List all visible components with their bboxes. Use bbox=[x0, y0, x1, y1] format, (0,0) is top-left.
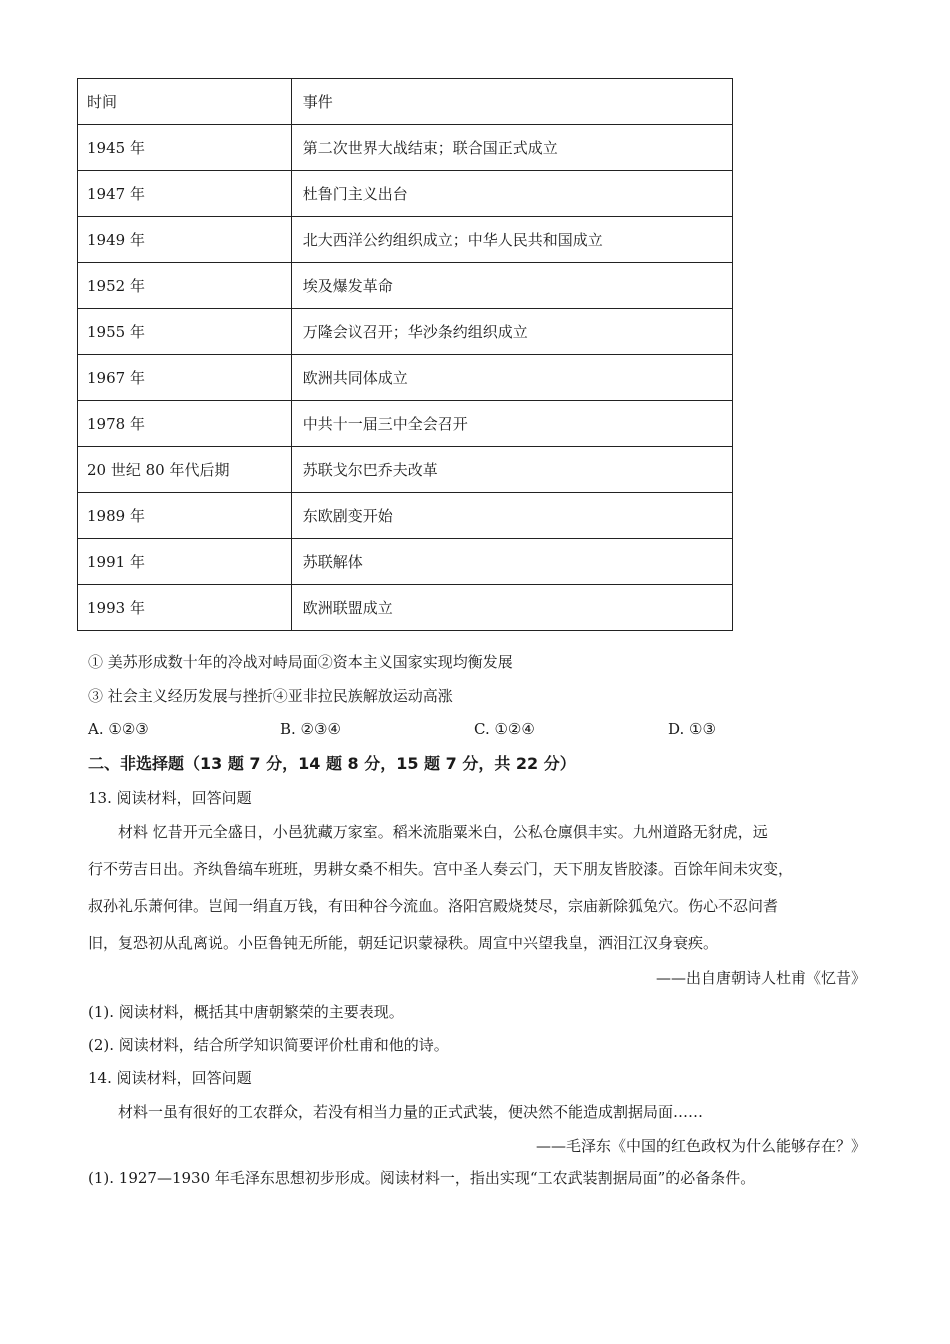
row-time: 1993 年 bbox=[78, 585, 292, 631]
row-event: 杜鲁门主义出台 bbox=[291, 171, 732, 217]
option-c[interactable]: C. ①②④ bbox=[474, 720, 535, 738]
table-row bbox=[78, 401, 733, 447]
row-event: 万隆会议召开；华沙条约组织成立 bbox=[291, 309, 732, 355]
q13-material-line: 行不劳吉日出。齐纨鲁缟车班班，男耕女桑不相失。宫中圣人奏云门，天下朋友皆胶漆。百馀年间未灾变， bbox=[88, 860, 794, 878]
table-row bbox=[78, 217, 733, 263]
row-time: 1955 年 bbox=[78, 309, 292, 355]
option-b[interactable]: B. ②③④ bbox=[280, 720, 341, 738]
row-event: 欧洲联盟成立 bbox=[291, 585, 732, 631]
q13-title: 13. 阅读材料，回答问题 bbox=[88, 789, 252, 807]
row-event: 第二次世界大战结束；联合国正式成立 bbox=[291, 125, 732, 171]
row-event: 苏联解体 bbox=[291, 539, 732, 585]
row-event: 北大西洋公约组织成立；中华人民共和国成立 bbox=[291, 217, 732, 263]
q13-material-line: 叔孙礼乐萧何律。岂闻一绢直万钱，有田种谷今流血。洛阳宫殿烧焚尽，宗庙新除狐兔穴。伤心不忍问耆 bbox=[88, 897, 779, 915]
row-time: 1967 年 bbox=[78, 355, 292, 401]
row-event: 埃及爆发革命 bbox=[291, 263, 732, 309]
row-event: 苏联戈尔巴乔夫改革 bbox=[291, 447, 732, 493]
table-row bbox=[78, 263, 733, 309]
row-time: 20 世纪 80 年代后期 bbox=[78, 447, 292, 493]
q14-source: ——毛泽东《中国的红色政权为什么能够存在？》 bbox=[535, 1137, 866, 1155]
table-row bbox=[78, 355, 733, 401]
table-row bbox=[78, 585, 733, 631]
table-row bbox=[78, 447, 733, 493]
q14-material: 材料一虽有很好的工农群众，若没有相当力量的正式武装，便决然不能造成割据局面…… bbox=[118, 1103, 704, 1121]
table-header-row bbox=[78, 79, 733, 125]
q13-material-line: 材料 忆昔开元全盛日，小邑犹藏万家室。稻米流脂粟米白，公私仓廪俱丰实。九州道路无豺虎，远 bbox=[118, 823, 768, 841]
history-events-table bbox=[77, 78, 733, 631]
row-time: 1991 年 bbox=[78, 539, 292, 585]
q13-source: ——出自唐朝诗人杜甫《忆昔》 bbox=[655, 969, 866, 987]
statement-line-2: ③ 社会主义经历发展与挫折④亚非拉民族解放运动高涨 bbox=[88, 687, 453, 705]
row-time: 1949 年 bbox=[78, 217, 292, 263]
option-d[interactable]: D. ①③ bbox=[668, 720, 716, 738]
table-row bbox=[78, 539, 733, 585]
q13-sub-question-2: (2). 阅读材料，结合所学知识简要评价杜甫和他的诗。 bbox=[88, 1036, 449, 1054]
section-title: 二、非选择题（13 题 7 分，14 题 8 分，15 题 7 分，共 22 分） bbox=[88, 754, 576, 773]
table-row bbox=[78, 493, 733, 539]
q13-sub-question-1: (1). 阅读材料，概括其中唐朝繁荣的主要表现。 bbox=[88, 1003, 404, 1021]
row-event: 东欧剧变开始 bbox=[291, 493, 732, 539]
row-time: 1989 年 bbox=[78, 493, 292, 539]
row-time: 1945 年 bbox=[78, 125, 292, 171]
q13-material-line: 旧，复恐初从乱离说。小臣鲁钝无所能，朝廷记识蒙禄秩。周宣中兴望我皇，洒泪江汉身衰疾。 bbox=[88, 934, 719, 952]
row-time: 1947 年 bbox=[78, 171, 292, 217]
table-row bbox=[78, 171, 733, 217]
option-a[interactable]: A. ①②③ bbox=[88, 720, 149, 738]
row-time: 1952 年 bbox=[78, 263, 292, 309]
row-event: 欧洲共同体成立 bbox=[291, 355, 732, 401]
header-event: 事件 bbox=[291, 79, 732, 125]
header-time: 时间 bbox=[78, 79, 292, 125]
row-time: 1978 年 bbox=[78, 401, 292, 447]
q14-title: 14. 阅读材料，回答问题 bbox=[88, 1069, 252, 1087]
row-event: 中共十一届三中全会召开 bbox=[291, 401, 732, 447]
table-row bbox=[78, 309, 733, 355]
statement-line-1: ① 美苏形成数十年的冷战对峙局面②资本主义国家实现均衡发展 bbox=[88, 653, 513, 671]
q14-sub-question-1: (1). 1927—1930 年毛泽东思想初步形成。阅读材料一，指出实现“工农武装割据局面”的必备条件。 bbox=[88, 1169, 756, 1187]
table-row bbox=[78, 125, 733, 171]
